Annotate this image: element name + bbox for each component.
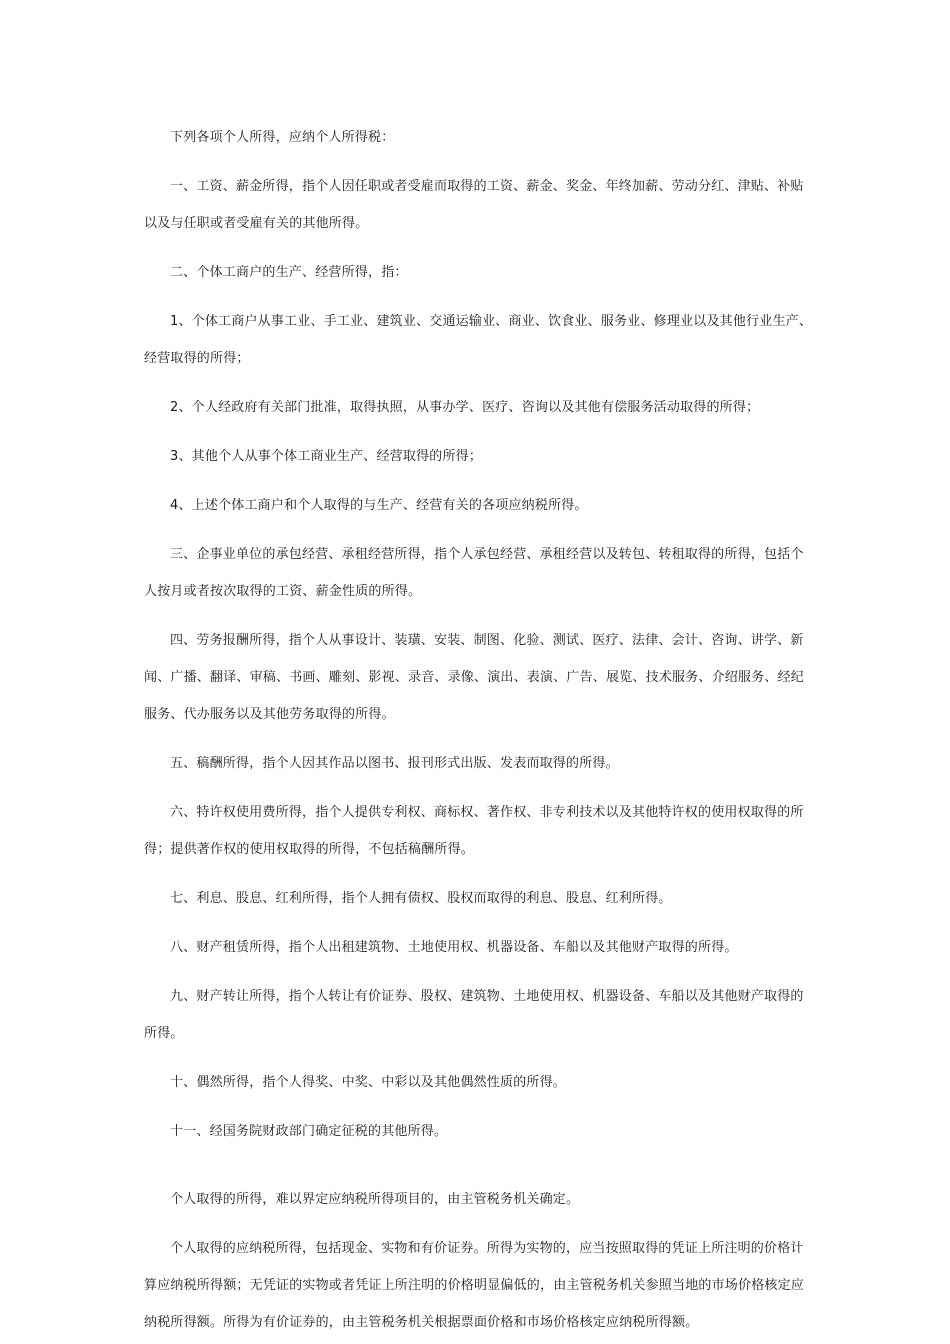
paragraph-item-8: 八、财产租赁所得，指个人出租建筑物、土地使用权、机器设备、车船以及其他财产取得的所得。	[170, 940, 738, 955]
document-body	[144, 119, 814, 1341]
paragraph-intro: 下列各项个人所得，应纳个人所得税：	[170, 130, 395, 145]
paragraph-income-forms: 个人取得的应纳税所得，包括现金、实物和有价证券。所得为实物的，应当按照取得的凭证上所注明的价格计算应纳税所得额；无凭证的实物或者凭证上所注明的价格明显偏低的，由主管税务机关参照当地的市场价格核定应纳税所得额。所得为有价证券的，由主管税务机关根据票面价格和市场价格核定应纳税所得额。	[144, 1241, 805, 1330]
paragraph-item-9: 九、财产转让所得，指个人转让有价证券、股权、建筑物、土地使用权、机器设备、车船以及其他财产取得的所得。	[144, 989, 804, 1041]
paragraph-item-5: 五、稿酬所得，指个人因其作品以图书、报刊形式出版、发表而取得的所得。	[170, 756, 619, 771]
paragraph-item-11: 十一、经国务院财政部门确定征税的其他所得。	[170, 1124, 448, 1139]
paragraph-item-2-sub-4: 4、上述个体工商户和个人取得的与生产、经营有关的各项应纳税所得。	[170, 498, 588, 513]
paragraph-item-2-sub-1: 1、个体工商户从事工业、手工业、建筑业、交通运输业、商业、饮食业、服务业、修理业以及其他行业生产、经营取得的所得；	[144, 314, 813, 366]
paragraph-item-2: 二、个体工商户的生产、经营所得，指：	[170, 265, 408, 280]
paragraph-item-6: 六、特许权使用费所得，指个人提供专利权、商标权、著作权、非专利技术以及其他特许权的使用权取得的所得；提供著作权的使用权取得的所得，不包括稿酬所得。	[144, 805, 804, 857]
paragraph-undetermined-income: 个人取得的所得，难以界定应纳税所得项目的，由主管税务机关确定。	[170, 1192, 580, 1207]
paragraph-item-1: 一、工资、薪金所得，指个人因任职或者受雇而取得的工资、薪金、奖金、年终加薪、劳动分红、津贴、补贴以及与任职或者受雇有关的其他所得。	[144, 179, 804, 231]
paragraph-item-4: 四、劳务报酬所得，指个人从事设计、装璜、安装、制图、化验、测试、医疗、法律、会计、咨询、讲学、新闻、广播、翻译、审稿、书画、雕刻、影视、录音、录像、演出、表演、广告、展览、技术服务、介绍服务、经纪服务、代办服务以及其他劳务取得的所得。	[144, 633, 805, 722]
paragraph-item-2-sub-3: 3、其他个人从事个体工商业生产、经营取得的所得；	[170, 449, 483, 464]
paragraph-item-10: 十、偶然所得，指个人得奖、中奖、中彩以及其他偶然性质的所得。	[170, 1075, 567, 1090]
paragraph-item-2-sub-2: 2、个人经政府有关部门批准，取得执照，从事办学、医疗、咨询以及其他有偿服务活动取得的所得；	[170, 400, 760, 415]
paragraph-item-3: 三、企事业单位的承包经营、承租经营所得，指个人承包经营、承租经营以及转包、转租取得的所得，包括个人按月或者按次取得的工资、薪金性质的所得。	[144, 547, 804, 599]
paragraph-item-7: 七、利息、股息、红利所得，指个人拥有债权、股权而取得的利息、股息、红利所得。	[170, 891, 672, 906]
paragraph-spacer	[144, 1162, 814, 1181]
